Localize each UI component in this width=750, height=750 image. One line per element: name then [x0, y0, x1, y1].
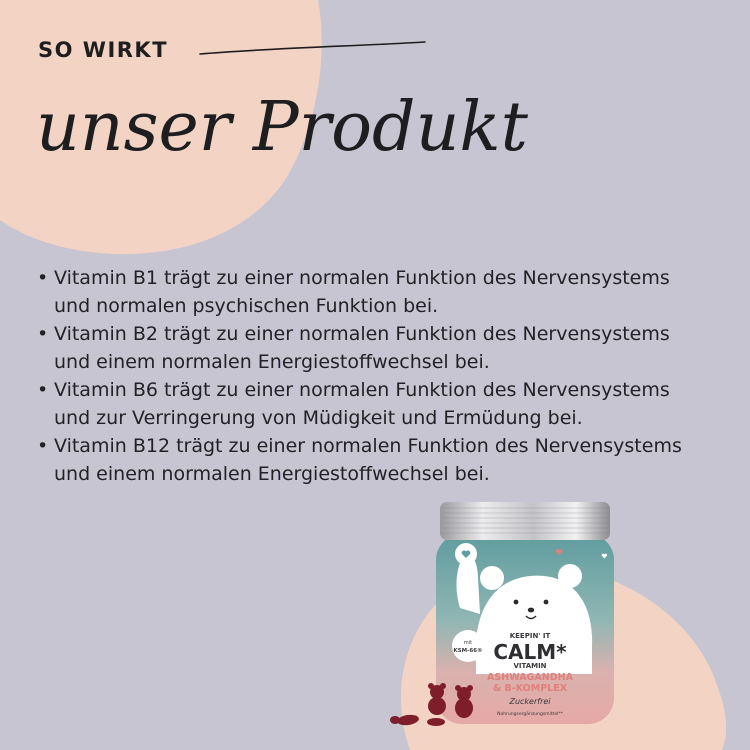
product-footnote: Nahrungsergänzungsmittel**	[497, 712, 563, 717]
bullet-icon: •	[37, 267, 49, 289]
benefit-line: Vitamin B2 trägt zu einer normalen Funktion des Nervensystems	[54, 323, 670, 345]
benefit-line: und zur Verringerung von Müdigkeit und Ermüdung bei.	[54, 407, 583, 429]
product-jar-image	[380, 496, 620, 736]
benefit-line: Vitamin B6 trägt zu einer normalen Funktion des Nervensystems	[54, 379, 670, 401]
benefit-item	[36, 432, 736, 488]
script-title-text: unser Produkt	[36, 88, 528, 167]
overline-heading: SO WIRKT	[38, 38, 169, 62]
benefit-item	[36, 320, 736, 376]
benefits-list	[36, 264, 736, 488]
ksm-badge	[452, 630, 484, 662]
bullet-icon: •	[37, 435, 49, 457]
product-name: CALM*	[493, 640, 567, 664]
benefit-line: Vitamin B12 trägt zu einer normalen Funktion des Nervensystems	[54, 435, 682, 457]
script-title	[30, 38, 528, 178]
bullet-icon: •	[37, 323, 49, 345]
badge-line-1: mit	[463, 640, 473, 646]
benefit-line: und einem normalen Energiestoffwechsel bei.	[54, 463, 490, 485]
badge-line-2: KSM-66®	[453, 648, 483, 654]
benefit-item	[36, 264, 736, 320]
benefit-line: und normalen psychischen Funktion bei.	[54, 295, 439, 317]
product-ingredient-1: ASHWAGANDHA	[487, 672, 573, 683]
benefit-line: Vitamin B1 trägt zu einer normalen Funktion des Nervensystems	[54, 267, 670, 289]
product-tagline: KEEPIN' IT	[509, 632, 551, 640]
product-ingredient-2: & B-KOMPLEX	[492, 683, 568, 694]
product-category: VITAMIN	[513, 662, 547, 670]
benefit-line: und einem normalen Energiestoffwechsel bei.	[54, 351, 490, 373]
bullet-icon: •	[37, 379, 49, 401]
product-claim: Zuckerfrei	[509, 697, 551, 706]
benefit-item	[36, 376, 736, 432]
